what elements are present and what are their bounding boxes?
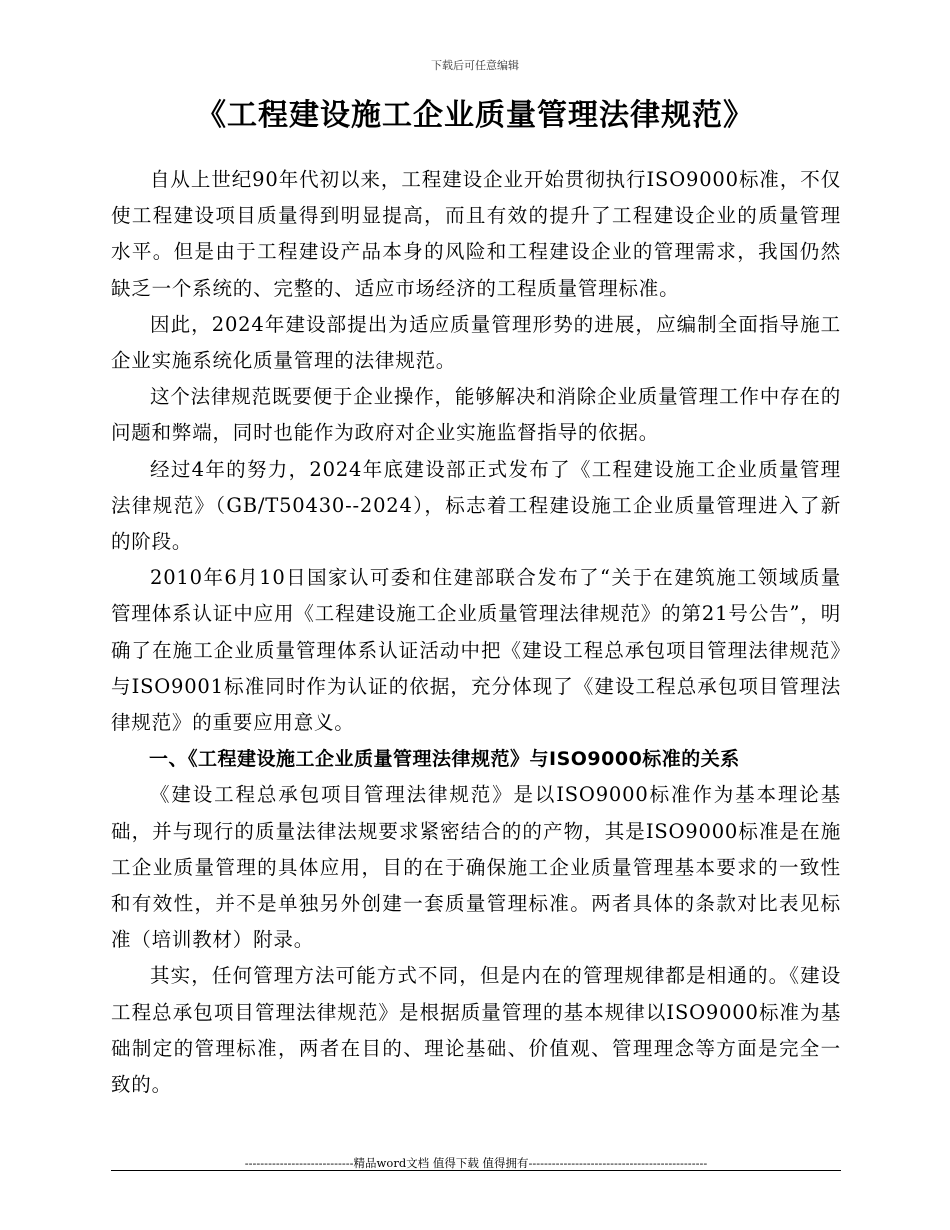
- paragraph-5: 2010年6月10日国家认可委和住建部联合发布了“关于在建筑施工领域质量管理体系认证中应用《工程建设施工企业质量管理法律规范》的第21号公告”，明确了在施工企业质量管理体系认证活动中把《建设工程总承包项目管理法律规范》与ISO9001标准同时作为认证的依据，充分体现了《建设工程总承包项目管理法律规范》的重要应用意义。: [111, 566, 841, 735]
- paragraph-2: 因此，2024年建设部提出为适应质量管理形势的进展，应编制全面指导施工企业实施系统化质量管理的法律规范。: [111, 312, 841, 373]
- section-paragraph-2: 其实，任何管理方法可能方式不同，但是内在的管理规律都是相通的。《建设工程总承包项目管理法律规范》是根据质量管理的基本规律以ISO9000标准为基础制定的管理标准，两者在目的、理论基础、价值观、管理理念等方面是完全一致的。: [111, 964, 841, 1097]
- paragraph-3: 这个法律规范既要便于企业操作，能够解决和消除企业质量管理工作中存在的问题和弊端，同时也能作为政府对企业实施监督指导的依据。: [111, 385, 841, 445]
- footer-note: ----------------------------精品word文档 值得下载 值得拥有----------------------------------------------: [244, 1156, 708, 1170]
- section-paragraph-1: 《建设工程总承包项目管理法律规范》是以ISO9000标准作为基本理论基础，并与现行的质量法律法规要求紧密结合的的产物，其是ISO9000标准是在施工企业质量管理的具体应用，目的在于确保施工企业质量管理基本要求的一致性和有效性，并不是单独另外创建一套质量管理标准。两者具体的条款对比表见标准（培训教材）附录。: [111, 783, 841, 952]
- document-body: [111, 162, 841, 1103]
- document-title: 《工程建设施工企业质量管理法律规范》: [196, 98, 754, 133]
- header-note: 下载后可任意编辑: [431, 59, 519, 72]
- paragraph-1: 自从上世纪90年代初以来，工程建设企业开始贯彻执行ISO9000标准，不仅使工程建设项目质量得到明显提高，而且有效的提升了工程建设企业的质量管理水平。但是由于工程建设产品本身的风险和工程建设企业的管理需求，我国仍然缺乏一个系统的、完整的、适应市场经济的工程质量管理标准。: [111, 168, 841, 300]
- paragraph-4: 经过4年的努力，2024年底建设部正式发布了《工程建设施工企业质量管理法律规范》（GB/T50430--2024），标志着工程建设施工企业质量管理进入了新的阶段。: [111, 457, 841, 554]
- section-heading: 一、《工程建设施工企业质量管理法律规范》与ISO9000标准的关系: [149, 748, 740, 771]
- footer-divider: [111, 1170, 841, 1171]
